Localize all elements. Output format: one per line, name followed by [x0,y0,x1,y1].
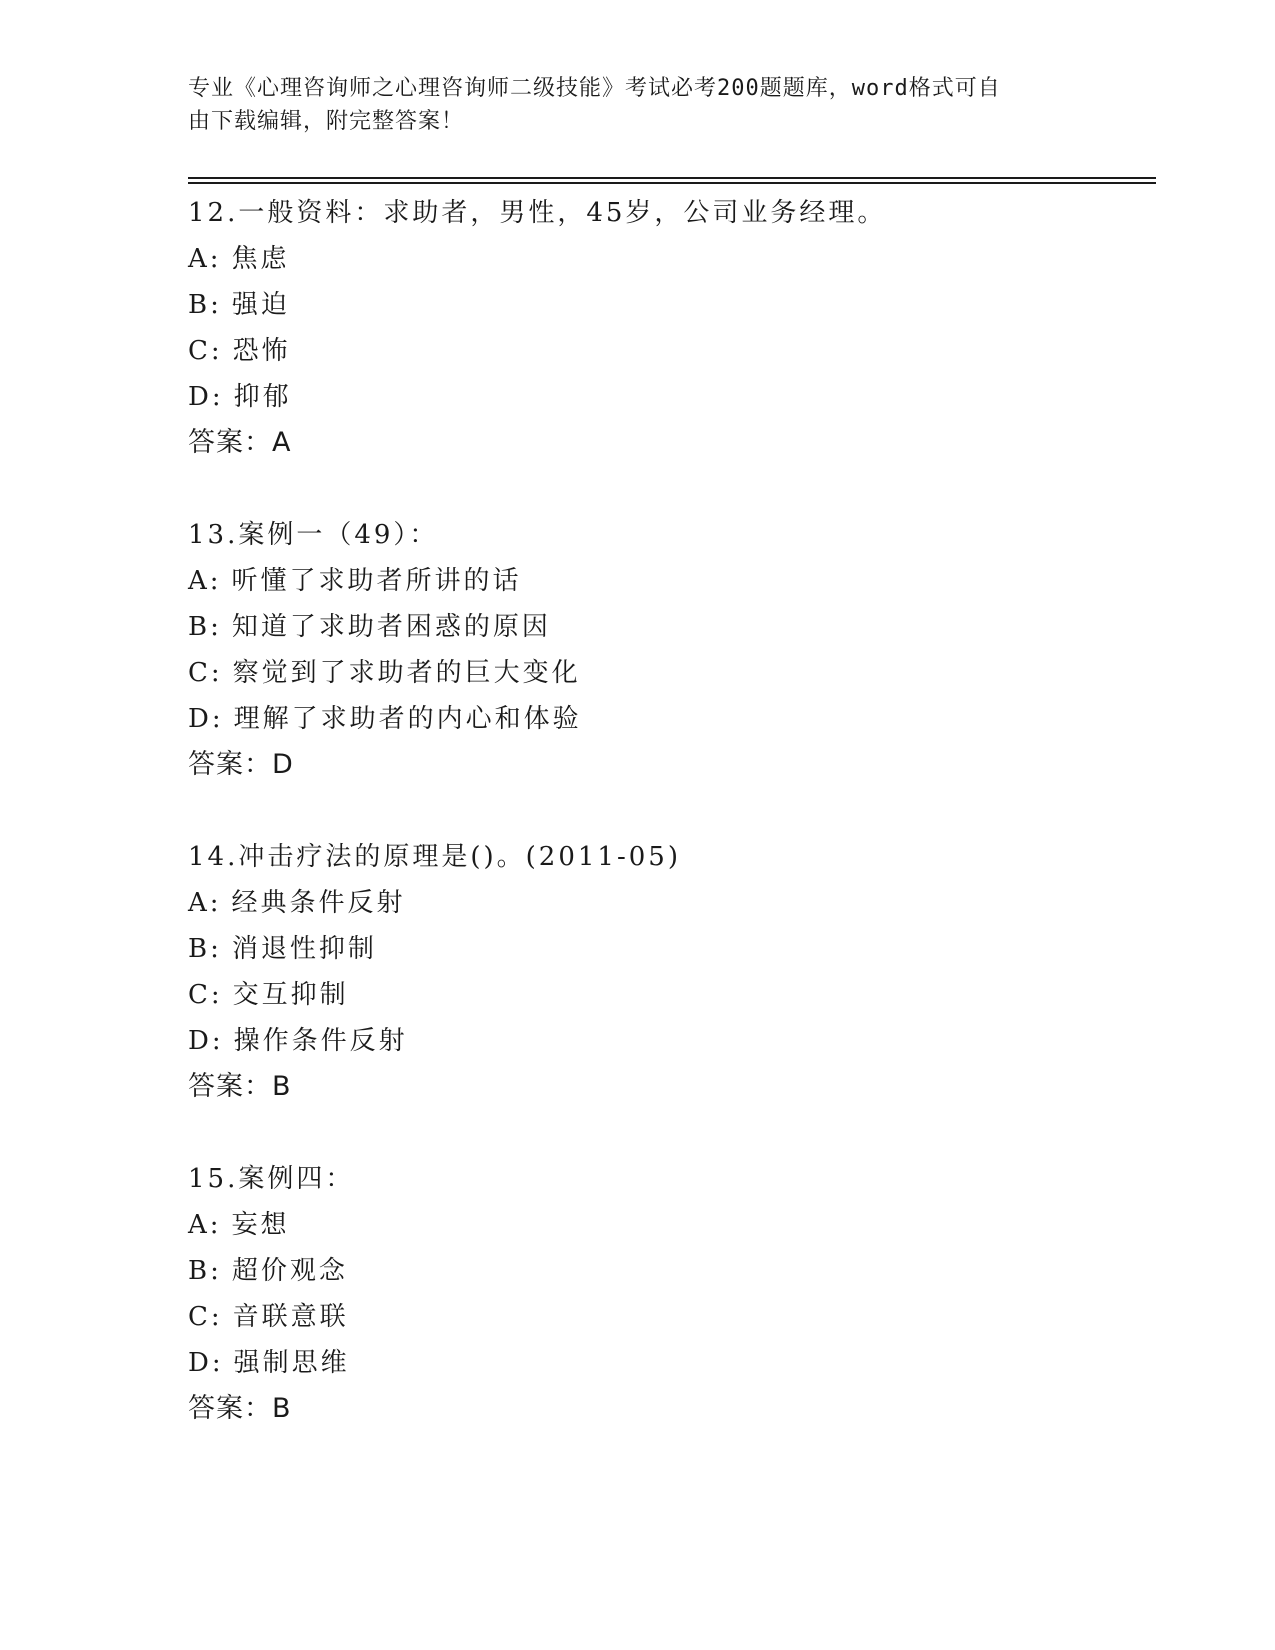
option-label: B: [188,934,222,964]
option-a [188,1202,1148,1248]
option-text: 恐怖 [232,336,291,366]
option-label: D: [188,1348,224,1378]
question-stem: 13.案例一（49）： [188,520,439,550]
option-d [188,696,1148,742]
option-c [188,1294,1148,1340]
option-label: A: [188,1210,222,1240]
option-label: D: [188,1026,224,1056]
question-13 [188,512,1148,788]
option-text: 听懂了求助者所讲的话 [231,566,522,596]
answer-line: 答案：A [188,427,292,458]
answer-line: 答案：B [188,1393,292,1424]
header-line-2: 由下载编辑，附完整答案！ [188,109,465,134]
question-12 [188,190,1148,466]
option-text: 超价观念 [231,1256,348,1286]
question-list [188,190,1148,1478]
option-text: 经典条件反射 [231,888,406,918]
option-c [188,650,1148,696]
option-text: 焦虑 [231,244,290,274]
header-rule-bottom [188,182,1156,184]
option-label: C: [188,658,223,688]
option-d [188,374,1148,420]
option-text: 操作条件反射 [233,1026,408,1056]
option-label: B: [188,290,222,320]
header-rule-top [188,177,1156,179]
option-text: 知道了求助者困惑的原因 [231,612,551,642]
option-text: 强制思维 [233,1348,350,1378]
option-text: 消退性抑制 [231,934,377,964]
option-text: 交互抑制 [232,980,349,1010]
option-d [188,1018,1148,1064]
option-a [188,558,1148,604]
option-text: 理解了求助者的内心和体验 [233,704,582,734]
option-label: A: [188,888,222,918]
question-stem: 15.案例四： [188,1164,355,1194]
option-b [188,926,1148,972]
option-d [188,1340,1148,1386]
header-line-1: 专业《心理咨询师之心理咨询师二级技能》考试必考200题题库，word格式可自 [188,76,1001,101]
option-label: B: [188,1256,222,1286]
answer-line: 答案：D [188,749,294,780]
option-b [188,604,1148,650]
option-text: 抑郁 [233,382,292,412]
option-label: D: [188,704,224,734]
option-a [188,880,1148,926]
option-label: B: [188,612,222,642]
option-label: C: [188,336,223,366]
option-text: 察觉到了求助者的巨大变化 [232,658,581,688]
option-c [188,972,1148,1018]
option-label: D: [188,382,224,412]
answer-line: 答案：B [188,1071,292,1102]
option-text: 强迫 [231,290,290,320]
option-label: C: [188,980,223,1010]
option-a [188,236,1148,282]
option-text: 妄想 [231,1210,290,1240]
option-text: 音联意联 [232,1302,349,1332]
option-c [188,328,1148,374]
option-label: C: [188,1302,223,1332]
document-header [188,72,1068,138]
option-label: A: [188,566,222,596]
option-label: A: [188,244,222,274]
question-stem: 14.冲击疗法的原理是()。(2011-05) [188,842,681,872]
option-b [188,1248,1148,1294]
question-15 [188,1156,1148,1432]
question-14 [188,834,1148,1110]
question-stem: 12.一般资料：求助者，男性，45岁，公司业务经理。 [188,198,887,228]
option-b [188,282,1148,328]
